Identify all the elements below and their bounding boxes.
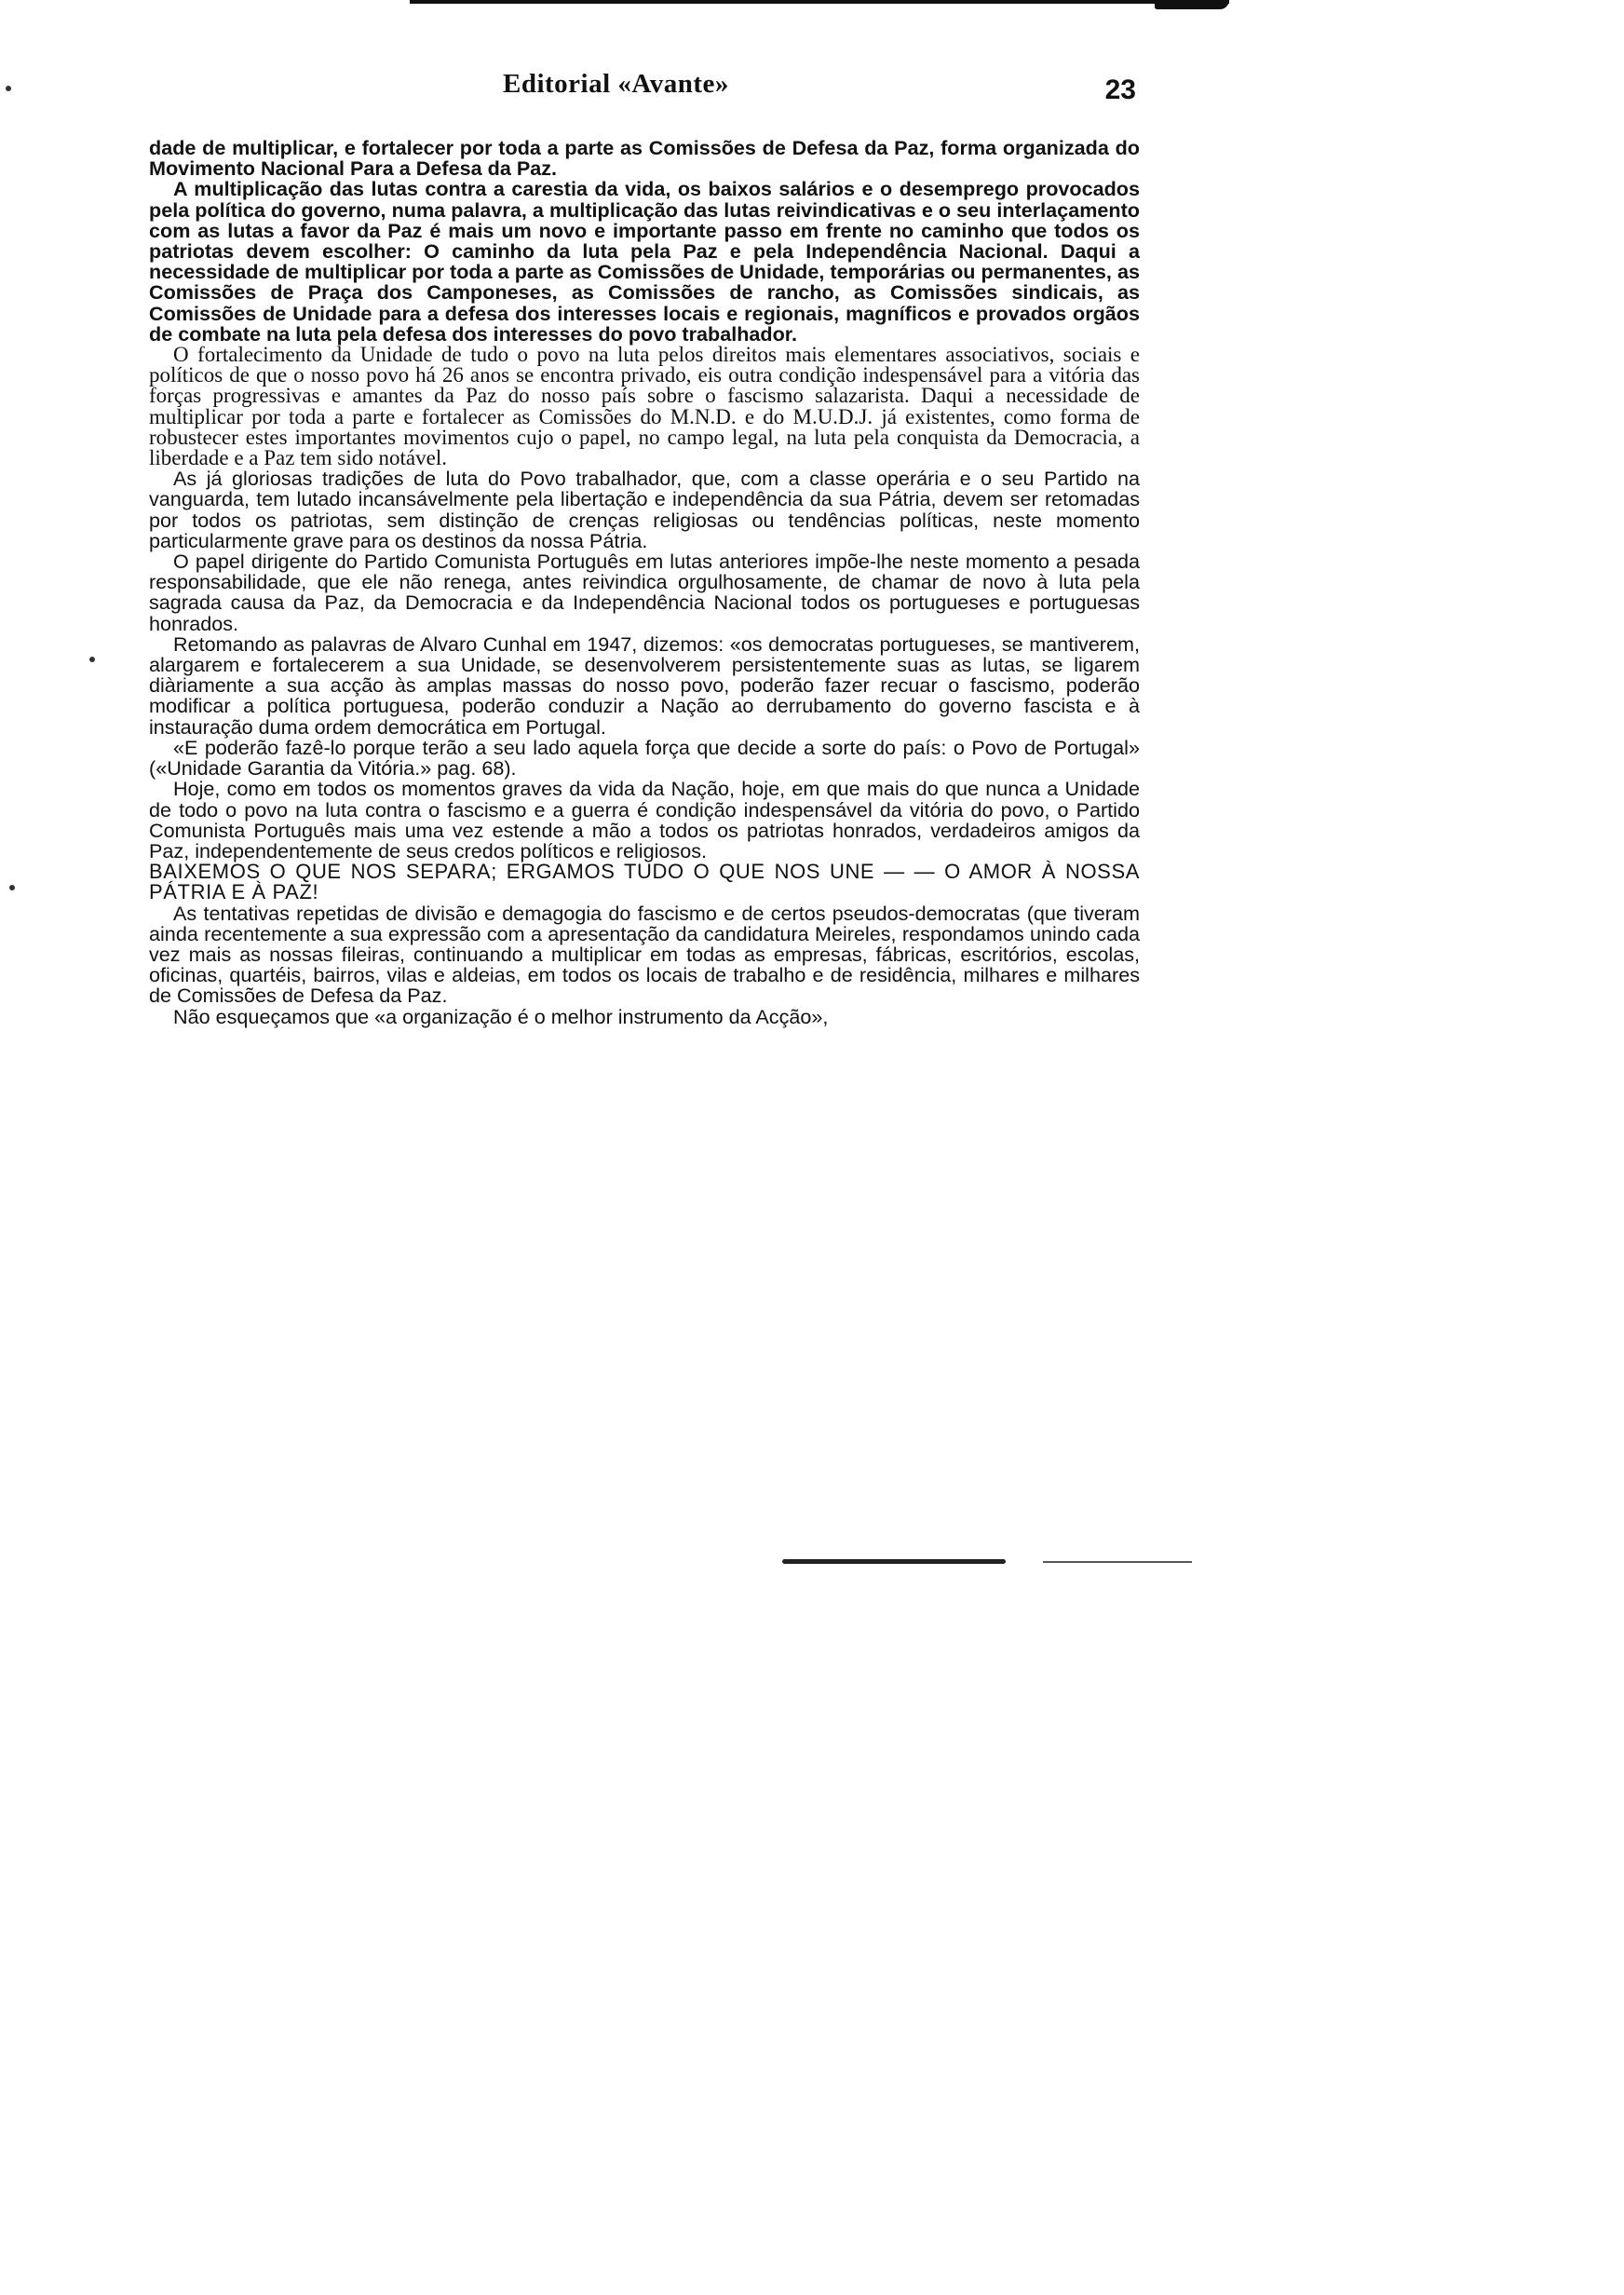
margin-speck	[6, 86, 11, 91]
paragraph-7: «E poderão fazê-lo porque terão a seu lado aquela força que decide a sorte do país: o Povo de Portugal» («Unidade Garantia da Vitória.» pag. 68).	[149, 735, 1140, 781]
body-text	[149, 138, 1140, 1027]
paragraph-2: A multiplicação das lutas contra a carestia da vida, os baixos salários e o desemprego provocados pela política do governo, numa palavra, a multiplicação das lutas reivindicativas e o seu interlaçamento com as lutas a favor da Paz é mais um novo e importante passo em frente no caminho que todos os patriotas devem escolher: O caminho da luta pela Paz e pela Independência Nacional. Daqui a necessidade de multiplicar por toda a parte as Comissões de Unidade, temporárias ou permanentes, as Comissões de Praça dos Camponeses, as Comissões de rancho, as Comissões sindicais, as Comissões de Unidade para a defesa dos interesses locais e regionais, magníficos e provados orgãos de combate na luta pela defesa dos interesses do povo trabalhador.	[149, 177, 1140, 346]
paragraph-3: O fortalecimento da Unidade de tudo o povo na luta pelos direitos mais elementares associativos, sociais e políticos de que o nosso povo há 26 anos se encontra privado, eis outra condição indespensável para a vitória das forças progressivas e amantes da Paz do nosso país sobre o fascismo salazarista. Daqui a necessidade de multiplicar por toda a parte e fortalecer as Comissões do M.N.D. e do M.U.D.J. já existentes, como forma de robustecer estes importantes movimentos cujo o papel, no campo legal, na luta pela conquista da Democracia, a liberdade e a Paz tem sido notável.	[149, 343, 1140, 470]
margin-speck	[9, 885, 15, 890]
paragraph-10: Não esqueçamos que «a organização é o melhor instrumento da Acção»,	[173, 1004, 829, 1028]
page-header	[149, 69, 1155, 106]
bottom-rule	[782, 1559, 1006, 1564]
top-rule	[410, 0, 1229, 4]
running-head: Editorial «Avante»	[503, 69, 729, 99]
page-number: 23	[1104, 75, 1136, 105]
paragraph-4: As já gloriosas tradições de luta do Povo trabalhador, que, com a classe operária e o seu Partido na vanguarda, tem lutado incansávelmente pela libertação e independência da sua Pátria, devem ser retomadas por todos os patriotas, sem distinção de crenças religiosas ou tendências políticas, neste momento particularmente grave para os destinos da nossa Pátria.	[149, 467, 1140, 552]
margin-speck	[89, 657, 95, 662]
paragraph-9: As tentativas repetidas de divisão e demagogia do fascismo e de certos pseudos-democratas (que tiveram ainda recentemente a sua expressão com a apresentação da candidatura Meireles, respondamos unindo cada vez mais as nossas fileiras, continuando a multiplicar em todas as empresas, fábricas, escritórios, escolas, oficinas, quartéis, bairros, vilas e aldeias, em todos os locais de trabalho e de residência, milhares e milhares de Comissões de Defesa da Paz.	[149, 901, 1140, 1008]
paragraph-5: O papel dirigente do Partido Comunista Português em lutas anteriores impõe-lhe neste momento a pesada responsabilidade, que ele não renega, antes reivindica orgulhosamente, de chamar de novo à luta pela sagrada causa da Paz, da Democracia e da Independência Nacional todos os portugueses e portuguesas honrados.	[149, 550, 1140, 635]
paragraph-1: dade de multiplicar, e fortalecer por toda a parte as Comissões de Defesa da Paz, forma organizada do Movimento Nacional Para a Defesa da Paz.	[149, 136, 1140, 181]
top-rule-end	[1155, 0, 1229, 9]
bottom-rule-thin	[1043, 1561, 1192, 1563]
slogan: BAIXEMOS O QUE NOS SEPARA; ERGAMOS TUDO O QUE NOS UNE — — O AMOR À NOSSA PÁTRIA E À PAZ!	[149, 860, 1140, 904]
paragraph-6: Retomando as palavras de Alvaro Cunhal em 1947, dizemos: «os democratas portugueses, se mantiverem, alargarem e fortalecerem a sua Unidade, se desenvolverem persistentemente suas as lutas, se ligarem diàriamente a sua acção às amplas massas do nosso povo, poderão fazer recuar o fascismo, poderão modificar a política portuguesa, poderão conduzir a Nação ao derrubamento do governo fascista e à instauração duma ordem democrática em Portugal.	[149, 631, 1140, 739]
paragraph-8: Hoje, como em todos os momentos graves da vida da Nação, hoje, em que mais do que nunca a Unidade de todo o povo na luta contra o fascismo e a guerra é condição indespensável da vitória do povo, o Partido Comunista Português mais uma vez estende a mão a todos os patriotas honrados, verdadeiros amigos da Paz, independentemente de seus credos políticos e religiosos.	[149, 777, 1140, 862]
